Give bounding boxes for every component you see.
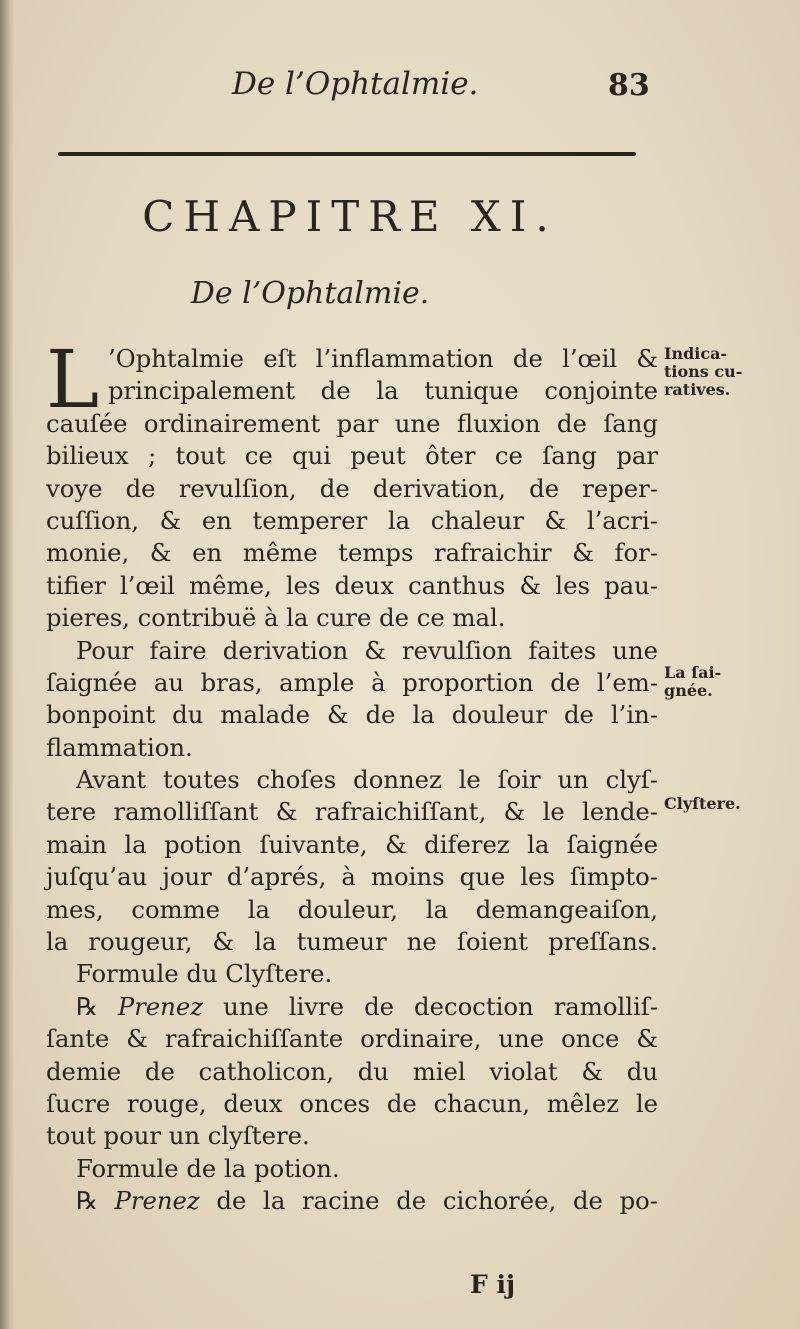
text-line: ’Ophtalmie eſt l’inflammation de l’œil & [108, 344, 658, 373]
recipe-first-line [46, 1185, 658, 1217]
formula-heading: Formule du Clyſtere. [76, 959, 333, 989]
running-head [0, 66, 800, 110]
margin-note-line: gnée. [664, 681, 713, 700]
text-line: ſucre rouge, deux onces de chacun, mêlez le [46, 1088, 658, 1118]
page-number: 83 [608, 68, 650, 103]
text-line: Avant toutes choſes donnez le ſoir un clyſ- [76, 765, 658, 795]
text-line: pieres, contribuë à la cure de ce mal. [46, 603, 506, 633]
margin-note-line: ratives. [664, 380, 731, 399]
text-line: monie, & en même temps rafraichir & for- [46, 538, 658, 568]
chapter-title: CHAPITRE XI. [142, 192, 558, 241]
paragraph-1-opening [46, 343, 658, 408]
recipe-text: une livre de decoction ramolliſ- [223, 991, 658, 1021]
text-line: main la potion ſuivante, & diferez la ſaignée [46, 829, 658, 859]
text-line: bonpoint du malade & de la douleur de l’in- [46, 700, 658, 730]
text-line: tere ramolliſſant & rafraichiſſant, & le lende- [46, 797, 658, 827]
recipe-sign: ℞ [76, 991, 98, 1021]
margin-note-clystere [664, 795, 794, 813]
prenez-label: Prenez [114, 1186, 200, 1216]
text-line: ſante & rafraichiſſante ordinaire, une once & [46, 1024, 658, 1054]
text-line: juſqu’au jour d’aprés, à moins que les ſimpto- [46, 862, 658, 892]
recipe-text: de la racine de cichorée, de po- [216, 1186, 658, 1216]
header-rule [58, 152, 636, 156]
margin-note-line: Indica- [664, 344, 728, 363]
formula-heading: Formule de la potion. [76, 1153, 340, 1183]
margin-note-saignee [664, 664, 794, 700]
text-line: la rougeur, & la tumeur ne ſoient preſſans. [46, 927, 658, 957]
text-line: demie de catholicon, du miel violat & du [46, 1056, 658, 1086]
text-line: ſaignée au bras, ample à proportion de l’em- [46, 667, 658, 697]
text-line: tifier l’œil même, les deux canthus & les pau- [46, 570, 658, 600]
chapter-subtitle: De l’Ophtalmie. [190, 276, 430, 311]
text-line: principalement de la tunique conjointe [108, 376, 658, 406]
text-line: mes, comme la douleur, la demangeaiſon, [46, 894, 658, 924]
margin-note-line: La ſai- [664, 663, 722, 682]
text-line: bilieux ; tout ce qui peut ôter ce ſang par [46, 441, 658, 471]
running-title: De l’Ophtalmie. [232, 66, 479, 102]
text-line: flammation. [46, 732, 193, 762]
drop-cap: L [46, 333, 100, 426]
margin-note-line: tions cu- [664, 362, 743, 381]
margin-note-indications [664, 345, 794, 399]
margin-note-line: Clyſtere. [664, 794, 741, 813]
body-text [46, 333, 658, 1218]
text-line: cuſſion, & en temperer la chaleur & l’acri- [46, 505, 658, 535]
text-line: cauſée ordinairement par une fluxion de ſang [46, 408, 658, 438]
text-line: tout pour un clyſtere. [46, 1121, 310, 1151]
signature-mark: F ij [470, 1270, 515, 1299]
prenez-label: Prenez [117, 991, 204, 1021]
recipe-first-line [46, 991, 658, 1023]
recipe-sign: ℞ [76, 1186, 98, 1216]
text-line: voye de revulſion, de derivation, de reper- [46, 473, 658, 503]
text-line: Pour faire derivation & revulſion faites une [76, 635, 658, 665]
